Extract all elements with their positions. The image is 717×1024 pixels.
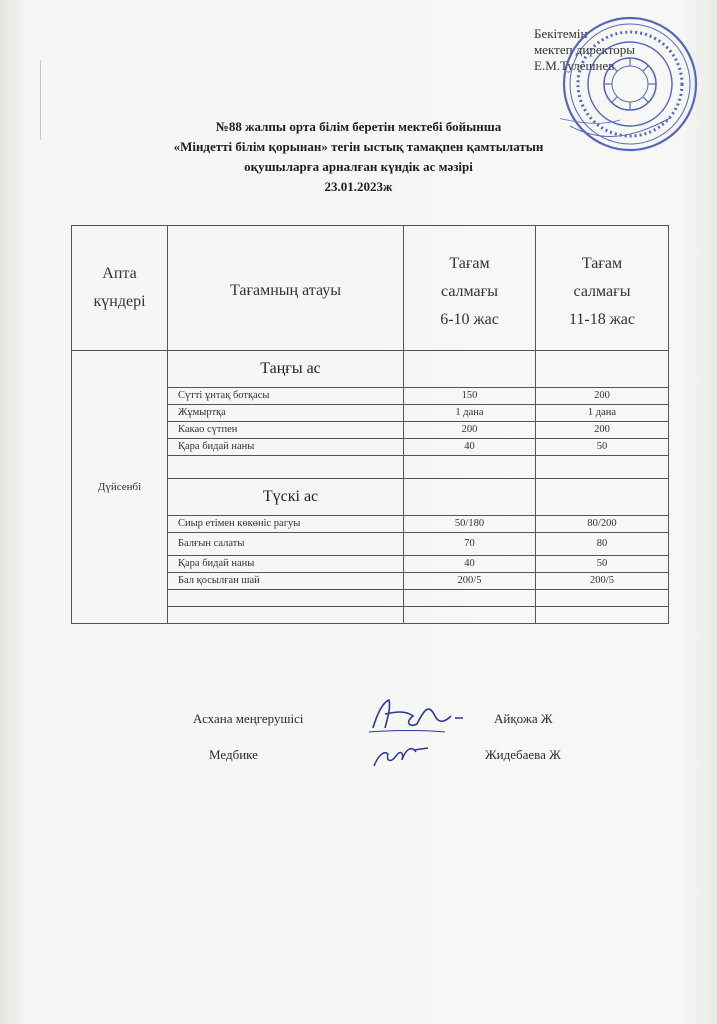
approval-line-3: Е.М.Тулешнев xyxy=(534,58,615,73)
nurse-role: Медбике xyxy=(209,747,258,762)
cook-signature xyxy=(365,694,465,736)
table-row: Қара бидай наны 40 50 xyxy=(72,556,669,573)
table-row: Какао сүтпен 200 200 xyxy=(72,422,669,439)
title-date: 23.01.2023ж xyxy=(324,179,393,194)
title-line-3: оқушыларға арналған күндік ас мәзірі xyxy=(244,159,473,174)
title-line-2: «Міндетті білім қорынан» тегін ыстық тамақпен қамтылатын xyxy=(173,139,544,154)
breakfast-title: Таңғы ас xyxy=(168,351,404,388)
table-row: Қара бидай наны 40 50 xyxy=(72,439,669,456)
lunch-title: Түскі ас xyxy=(168,479,404,516)
approval-line-2: мектеп директоры xyxy=(534,42,636,57)
header-days: Апта күндері xyxy=(72,226,168,351)
cook-role: Асхана меңгерушісі xyxy=(193,711,304,726)
nurse-signature xyxy=(370,738,430,774)
table-row: Жұмыртқа 1 дана 1 дана xyxy=(72,405,669,422)
header-weight-6-10: Тағам салмағы 6-10 жас xyxy=(404,226,536,351)
approval-line-1: Бекітемін xyxy=(534,26,588,41)
breakfast-title-row xyxy=(72,351,669,388)
document-title xyxy=(0,117,717,197)
table-row: Сиыр етімен көкөніс рагуы 50/180 80/200 xyxy=(72,516,669,533)
table-row: Балғын салаты 70 80 xyxy=(72,533,669,556)
table-row: Сүтті ұнтақ ботқасы 150 200 xyxy=(72,388,669,405)
header-weight-11-18: Тағам салмағы 11-18 жас xyxy=(536,226,669,351)
table-header-row xyxy=(72,226,669,351)
cook-name: Айқожа Ж xyxy=(494,711,553,726)
title-line-1: №88 жалпы орта білім беретін мектебі бойынша xyxy=(215,119,502,134)
menu-table xyxy=(71,225,669,624)
header-dish-name: Тағамның атауы xyxy=(168,226,404,351)
nurse-name: Жидебаева Ж xyxy=(485,747,561,762)
table-row: Бал қосылған шай 200/5 200/5 xyxy=(72,573,669,590)
day-cell: Дүйсенбі xyxy=(72,351,168,624)
